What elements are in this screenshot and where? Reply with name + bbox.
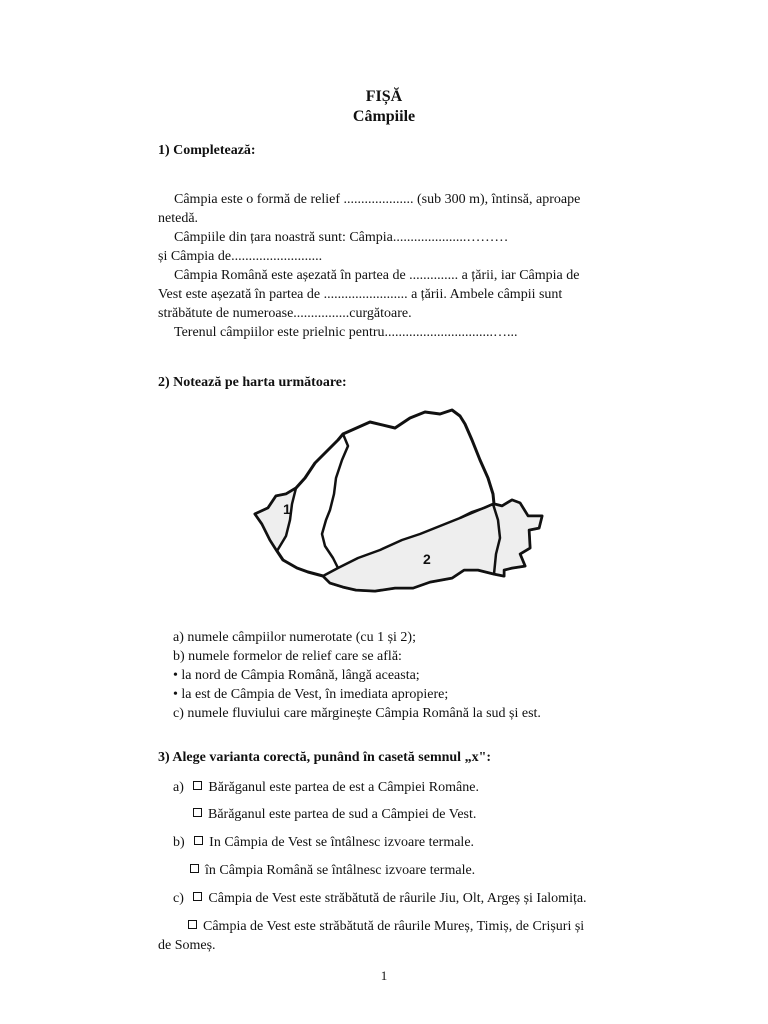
checkbox-option-a-2[interactable]	[193, 808, 202, 817]
romania-outline-map	[250, 408, 550, 604]
option-a-2	[193, 805, 476, 824]
option-text: în Câmpia Română se întâlnesc izvoare termale.	[205, 863, 476, 878]
instruction-c: c) numele fluviului care mărginește Câmpia Română la sud și est.	[173, 706, 541, 721]
option-text: Câmpia de Vest este străbătută de râurile Mureș, Timiș, de Crișuri și	[203, 919, 585, 934]
option-c-marker: c)	[173, 891, 184, 906]
option-c-2-continuation: de Someș.	[158, 938, 216, 953]
checkbox-option-c-1[interactable]	[193, 892, 202, 901]
checkbox-option-a-1[interactable]	[193, 781, 202, 790]
page-title: FIȘĂ	[365, 88, 403, 105]
section-1-heading: 1) Completează:	[158, 143, 256, 158]
checkbox-option-b-2[interactable]	[190, 864, 199, 873]
instruction-b-bullet-1: • la nord de Câmpia Română, lângă aceasta;	[173, 668, 420, 683]
option-text: In Câmpia de Vest se întâlnesc izvoare termale.	[209, 835, 475, 850]
section-2-heading: 2) Notează pe harta următoare:	[158, 375, 347, 390]
checkbox-option-b-1[interactable]	[194, 836, 203, 845]
option-b-marker: b)	[173, 835, 185, 850]
map-label-2: 2	[423, 551, 431, 567]
map-label-1: 1	[283, 501, 291, 517]
instruction-b: b) numele formelor de relief care se află:	[173, 649, 402, 664]
instruction-a: a) numele câmpiilor numerotate (cu 1 și 2);	[173, 630, 416, 645]
option-b-2	[190, 861, 475, 880]
page-subtitle: Câmpiile	[352, 108, 416, 125]
fill-line: Vest este așezată în partea de ........................ a țării. Ambele câmpii sunt	[158, 287, 563, 302]
fill-line: străbătute de numeroase................curgătoare.	[158, 306, 412, 321]
option-a-marker: a)	[173, 780, 184, 795]
option-c-1	[173, 889, 587, 908]
option-a-1	[173, 778, 479, 797]
section-1-text	[158, 190, 628, 342]
fill-line: Terenul câmpiilor este prielnic pentru...............................…...	[174, 325, 518, 340]
fill-line: și Câmpia de..........................	[158, 249, 323, 264]
checkbox-option-c-2[interactable]	[188, 920, 197, 929]
fill-line: Câmpia Română este așezată în partea de .............. a țării, iar Câmpia de	[174, 268, 580, 283]
page-number: 1	[380, 968, 388, 983]
option-text: Bărăganul este partea de sud a Câmpiei de Vest.	[208, 807, 477, 822]
fill-line: Câmpia este o formă de relief .................... (sub 300 m), întinsă, aproape	[174, 192, 581, 207]
option-c-2	[188, 917, 584, 936]
fill-line: Câmpiile din țara noastră sunt: Câmpia.....................………	[174, 230, 509, 245]
option-b-1	[173, 833, 474, 852]
section-3-heading: 3) Alege varianta corectă, punând în casetă semnul „x":	[158, 750, 491, 765]
option-text: Câmpia de Vest este străbătută de râurile Jiu, Olt, Argeș și Ialomița.	[208, 891, 587, 906]
fill-line: netedă.	[158, 211, 199, 226]
instruction-b-bullet-2: • la est de Câmpia de Vest, în imediata apropiere;	[173, 687, 449, 702]
option-text: Bărăganul este partea de est a Câmpiei Române.	[208, 780, 479, 795]
